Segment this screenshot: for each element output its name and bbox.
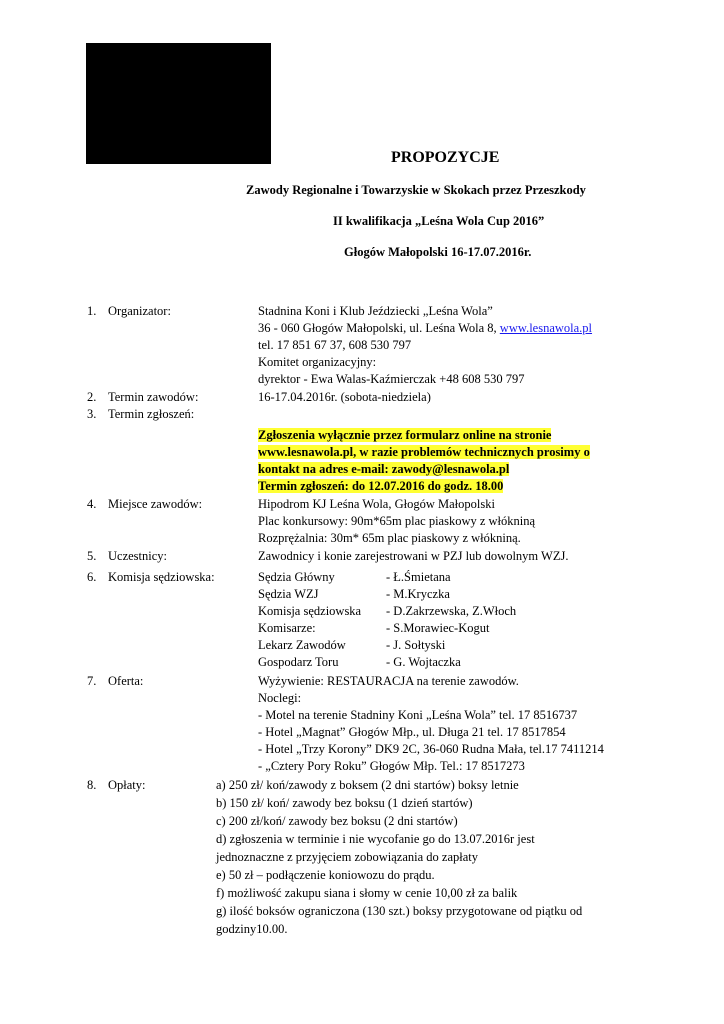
lodging-heading: Noclegi: (258, 691, 302, 705)
judge-name: - Ł.Śmietana (386, 570, 451, 584)
fee-line: e) 50 zł – podłączenie koniowozu do prądu. (216, 868, 435, 882)
registration-line: Termin zgłoszeń: do 12.07.2016 do godz. 18.00 (258, 479, 504, 493)
lodging-item: - Hotel „Trzy Korony” DK9 2C, 36-060 Rudna Mała, tel.17 7411214 (258, 742, 604, 756)
judge-name: - J. Sołtyski (386, 638, 446, 652)
fee-line: c) 200 zł/koń/ zawody bez boksu (2 dni startów) (216, 814, 458, 828)
judge-role: Sędzia Główny (258, 570, 335, 584)
venue-arena: Plac konkursowy: 90m*65m plac piaskowy z włókniną (258, 514, 536, 528)
event-qualification: II kwalifikacja „Leśna Wola Cup 2016” (333, 214, 545, 228)
participants-text: Zawodnicy i konie zarejestrowani w PZJ lub dowolnym WZJ. (258, 549, 569, 563)
registration-line: kontakt na adres e-mail: zawody@lesnawola.pl (258, 462, 510, 476)
registration-deadline (258, 478, 503, 495)
registration-line: www.lesnawola.pl, w razie problemów technicznych prosimy o (258, 445, 590, 459)
registration-note (258, 461, 509, 478)
section-number: 7. (87, 674, 97, 688)
judge-name: - M.Kryczka (386, 587, 450, 601)
redacted-logo-block (86, 43, 271, 164)
judge-role: Gospodarz Toru (258, 655, 339, 669)
judge-name: - D.Zakrzewska, Z.Włoch (386, 604, 517, 618)
section-label: Miejsce zawodów: (108, 497, 203, 511)
event-dates: 16-17.04.2016r. (sobota-niedziela) (258, 390, 431, 404)
section-number: 2. (87, 390, 97, 404)
event-place-date: Głogów Małopolski 16-17.07.2016r. (344, 245, 532, 259)
section-label: Opłaty: (108, 778, 146, 792)
section-number: 6. (87, 570, 97, 584)
fee-line: d) zgłoszenia w terminie i nie wycofanie go do 13.07.2016r jest (216, 832, 535, 846)
judge-role: Komisarze: (258, 621, 316, 635)
fee-line: a) 250 zł/ koń/zawody z boksem (2 dni startów) boksy letnie (216, 778, 519, 792)
judge-name: - G. Wojtaczka (386, 655, 461, 669)
fee-line: b) 150 zł/ koń/ zawody bez boksu (1 dzień startów) (216, 796, 473, 810)
fee-line: f) możliwość zakupu siana i słomy w cenie 10,00 zł za balik (216, 886, 518, 900)
section-label: Oferta: (108, 674, 144, 688)
lodging-item: - „Cztery Pory Roku” Głogów Młp. Tel.: 17 8517273 (258, 759, 525, 773)
registration-line: Zgłoszenia wyłącznie przez formularz online na stronie (258, 428, 552, 442)
section-number: 4. (87, 497, 97, 511)
fee-line: godziny10.00. (216, 922, 288, 936)
venue-name: Hipodrom KJ Leśna Wola, Głogów Małopolski (258, 497, 495, 511)
page-title: PROPOZYCJE (391, 149, 500, 166)
organizer-name: Stadnina Koni i Klub Jeździecki „Leśna Wola” (258, 304, 493, 318)
judge-name: - S.Morawiec-Kogut (386, 621, 490, 635)
section-number: 8. (87, 778, 97, 792)
section-label: Termin zawodów: (108, 390, 199, 404)
website-link[interactable]: www.lesnawola.pl (499, 321, 593, 335)
section-label: Uczestnicy: (108, 549, 168, 563)
address-text: 36 - 060 Głogów Małopolski, ul. Leśna Wola 8, (258, 321, 500, 335)
section-label: Organizator: (108, 304, 171, 318)
registration-note (258, 444, 590, 461)
venue-warmup: Rozprężalnia: 30m* 65m plac piaskowy z włókniną. (258, 531, 521, 545)
lodging-item: - Motel na terenie Stadniny Koni „Leśna Wola” tel. 17 8516737 (258, 708, 578, 722)
registration-note (258, 427, 551, 444)
section-number: 5. (87, 549, 97, 563)
judge-role: Komisja sędziowska (258, 604, 362, 618)
organizer-address (258, 320, 592, 337)
fee-line: jednoznaczne z przyjęciem zobowiązania do zapłaty (216, 850, 479, 864)
organizer-phone: tel. 17 851 67 37, 608 530 797 (258, 338, 412, 352)
section-label: Komisja sędziowska: (108, 570, 215, 584)
catering-text: Wyżywienie: RESTAURACJA na terenie zawodów. (258, 674, 519, 688)
fee-line: g) ilość boksów ograniczona (130 szt.) boksy przygotowane od piątku od (216, 904, 583, 918)
section-label: Termin zgłoszeń: (108, 407, 195, 421)
event-subtitle: Zawody Regionalne i Towarzyskie w Skokach przez Przeszkody (246, 183, 586, 197)
judge-role: Lekarz Zawodów (258, 638, 346, 652)
section-number: 3. (87, 407, 97, 421)
judge-role: Sędzia WZJ (258, 587, 319, 601)
lodging-item: - Hotel „Magnat” Głogów Młp., ul. Długa 21 tel. 17 8517854 (258, 725, 566, 739)
committee-director: dyrektor - Ewa Walas-Kaźmierczak +48 608 530 797 (258, 372, 525, 386)
committee-heading: Komitet organizacyjny: (258, 355, 377, 369)
section-number: 1. (87, 304, 97, 318)
